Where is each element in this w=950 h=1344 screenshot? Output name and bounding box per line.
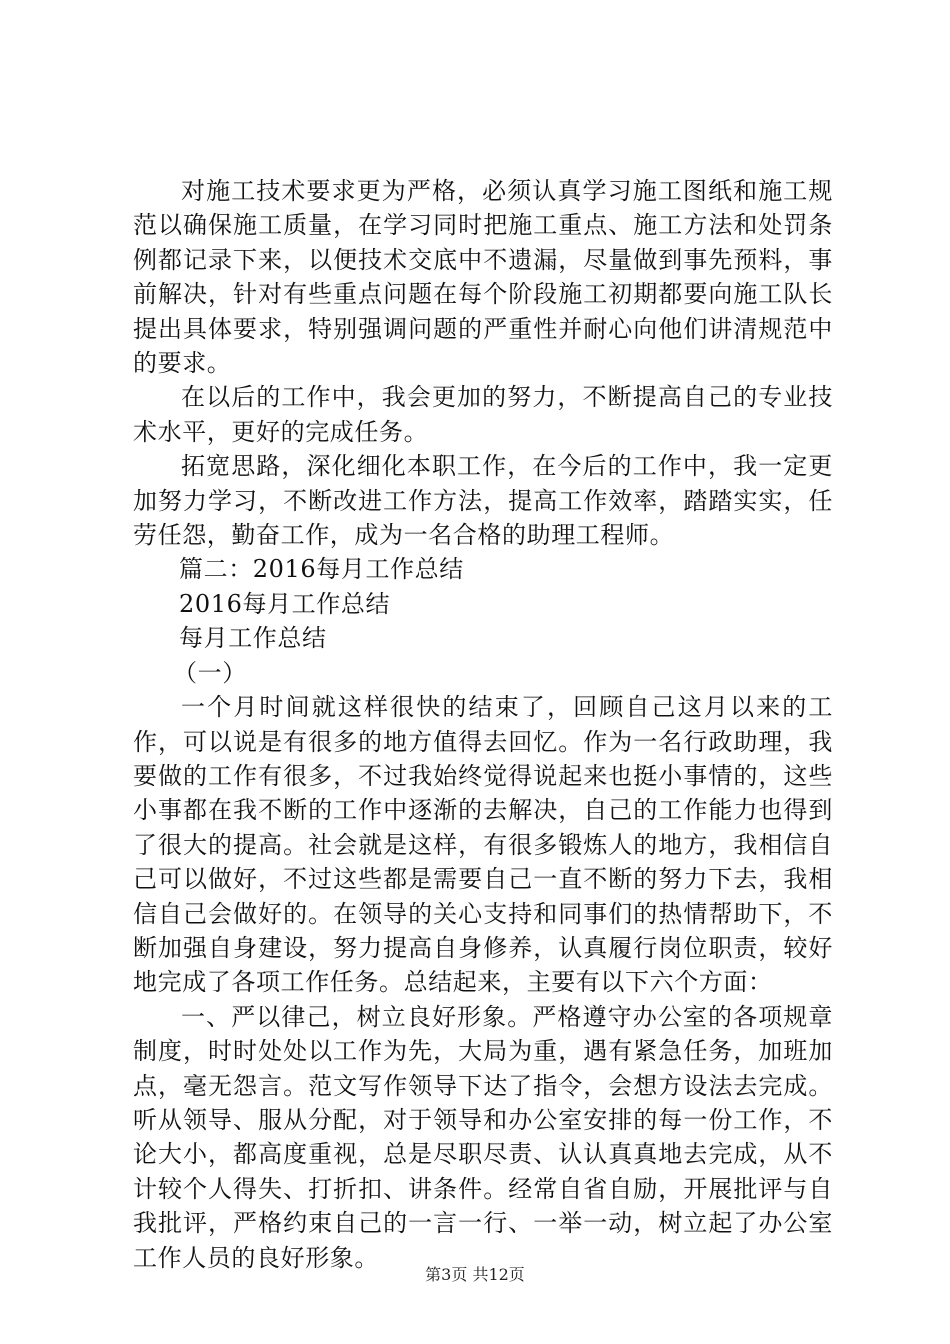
paragraph: 一个月时间就这样很快的结束了，回顾自己这月以来的工作，可以说是有很多的地方值得去回忆。作为一名行政助理，我要做的工作有很多，不过我始终觉得说起来也挺小事情的，这些小事都在我不断的工作中逐渐的去解决，自己的工作能力也得到了很大的提高。社会就是这样，有很多锻炼人的地方，我相信自己可以做好，不过这些都是需要自己一直不断的努力下去，我相信自己会做好的。在领导的关心支持和同事们的热情帮助下，不断加强自身建设，努力提高自身修养，认真履行岗位职责，较好地完成了各项工作任务。总结起来，主要有以下六个方面： bbox=[133, 693, 833, 997]
page-footer: 第3页 共12页 bbox=[425, 1265, 525, 1284]
document-title: 2016每月工作总结 bbox=[179, 589, 391, 618]
section-number: （一） bbox=[173, 658, 247, 687]
document-body bbox=[133, 174, 833, 1275]
paragraph: 在以后的工作中，我会更加的努力，不断提高自己的专业技术水平，更好的完成任务。 bbox=[133, 383, 833, 446]
document-subtitle: 每月工作总结 bbox=[179, 624, 327, 653]
section-title: 篇二：2016每月工作总结 bbox=[179, 555, 464, 584]
paragraph: 对施工技术要求更为严格，必须认真学习施工图纸和施工规范以确保施工质量，在学习同时把施工重点、施工方法和处罚条例都记录下来，以便技术交底中不遗漏，尽量做到事先预料，事前解决，针对有些重点问题在每个阶段施工初期都要向施工队长提出具体要求，特别强调问题的严重性并耐心向他们讲清规范中的要求。 bbox=[133, 177, 833, 378]
paragraph: 一、严以律己，树立良好形象。严格遵守办公室的各项规章制度，时时处处以工作为先，大局为重，遇有紧急任务，加班加点，毫无怨言。范文写作领导下达了指令，会想方设法去完成。听从领导、服从分配，对于领导和办公室安排的每一份工作，不论大小，都高度重视，总是尽职尽责、认认真真地去完成，从不计较个人得失、打折扣、讲条件。经常自省自励，开展批评与自我批评，严格约束自己的一言一行、一举一动，树立起了办公室工作人员的良好形象。 bbox=[133, 1002, 833, 1272]
paragraph: 拓宽思路，深化细化本职工作，在今后的工作中，我一定更加努力学习，不断改进工作方法，提高工作效率，踏踏实实，任劳任怨，勤奋工作，成为一名合格的助理工程师。 bbox=[133, 452, 833, 550]
